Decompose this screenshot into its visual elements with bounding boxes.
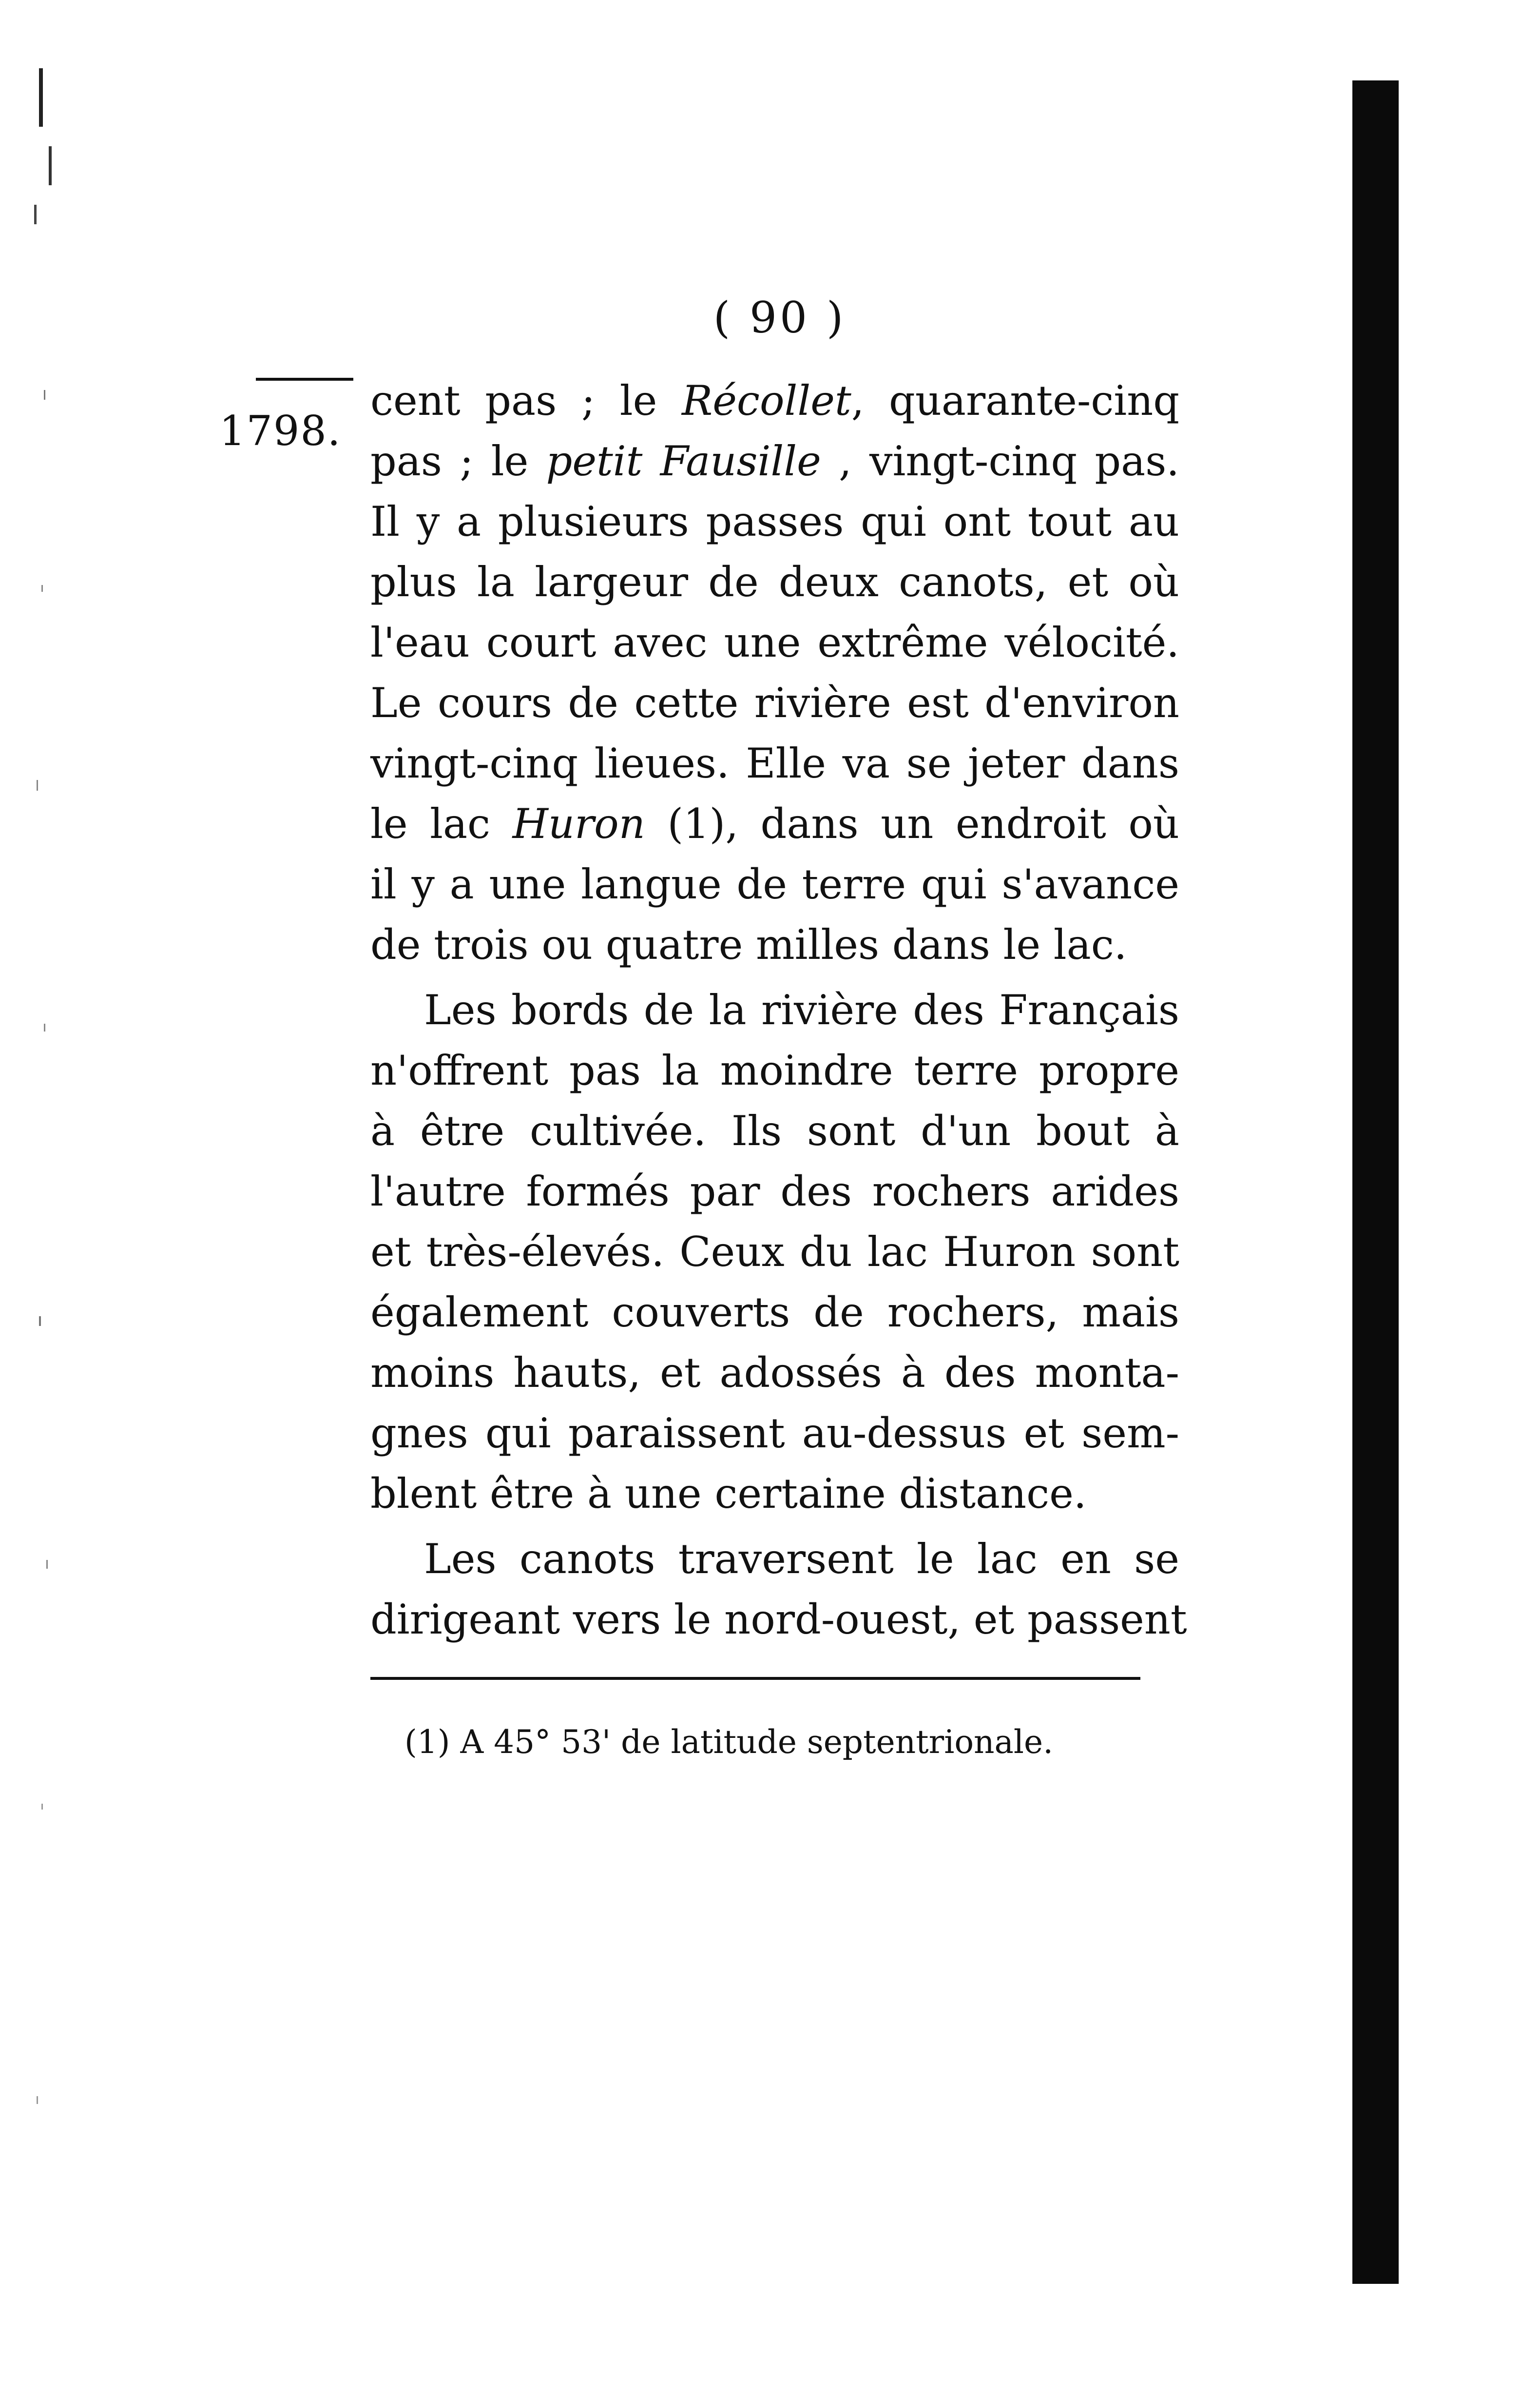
text-line: l'autre formés par des rochers arides [370,1168,1179,1215]
text-line: Il y a plusieurs passes qui ont tout au [370,498,1179,545]
text-line: l'eau court avec une extrême vélocité. [370,619,1179,666]
text-line: moins hauts, et adossés à des monta- [370,1349,1179,1397]
text-line: blent être à une certaine distance. [370,1470,1087,1518]
footnote-rule [370,1677,1140,1680]
text-line: vingt-cinq lieues. Elle va se jeter dans [370,740,1179,787]
text-line: n'offrent pas la moindre terre propre [370,1047,1179,1094]
body-text [370,370,1187,1650]
page-number: ( 90 ) [713,292,847,343]
text-line: Les canots traversent le lac en se [424,1535,1179,1583]
text-line: Les bords de la rivière des Français [424,986,1179,1034]
text-line: de trois ou quatre milles dans le lac. [370,921,1127,969]
text-line: il y a une langue de terre qui s'avance [370,860,1179,908]
footnote: (1) A 45° 53' de latitude septentrionale. [404,1723,1054,1761]
binding-edge [1352,80,1399,2284]
text-line: cent pas ; le Récollet, quarante-cinq [370,377,1179,425]
text-line: également couverts de rochers, mais [370,1288,1179,1336]
text-line: plus la largeur de deux canots, et où [370,558,1179,606]
text-line: pas ; le petit Fausille , vingt-cinq pas. [370,437,1179,485]
text-line: le lac Huron (1), dans un endroit où [370,800,1179,848]
margin-year: 1798. [219,407,342,455]
text-line: dirigeant vers le nord-ouest, et passent [370,1596,1187,1643]
scan-specks [29,49,88,2194]
year-rule [256,378,353,381]
text-line: Le cours de cette rivière est d'environ [370,679,1179,727]
text-line: et très-élevés. Ceux du lac Huron sont [370,1228,1179,1276]
text-line: à être cultivée. Ils sont d'un bout à [370,1107,1179,1155]
text-line: gnes qui paraissent au-dessus et sem- [370,1409,1179,1457]
